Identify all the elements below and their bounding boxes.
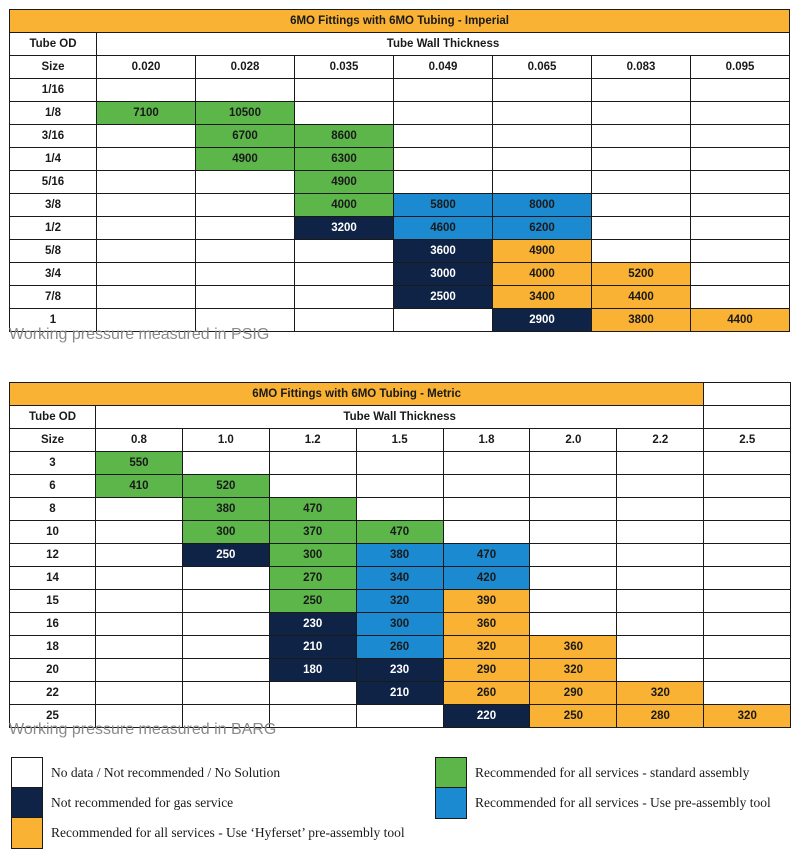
pressure-cell: 320 bbox=[530, 659, 617, 682]
legend-label: Not recommended for gas service bbox=[51, 795, 234, 810]
pressure-cell bbox=[493, 148, 592, 171]
row-size-label: 14 bbox=[10, 567, 96, 590]
pressure-cell bbox=[394, 125, 493, 148]
column-header: 0.035 bbox=[295, 56, 394, 79]
pressure-cell bbox=[356, 475, 443, 498]
pressure-cell bbox=[97, 194, 196, 217]
pressure-cell: 380 bbox=[182, 498, 269, 521]
column-header: 1.8 bbox=[443, 429, 530, 452]
imperial-pressure-table bbox=[9, 9, 790, 332]
pressure-cell: 6200 bbox=[493, 217, 592, 240]
imperial-caption: Working pressure measured in PSIG bbox=[9, 326, 270, 343]
pressure-cell bbox=[269, 682, 356, 705]
row-size-label: 3/8 bbox=[10, 194, 97, 217]
row-size-label: 1 bbox=[10, 309, 97, 332]
column-header: 2.2 bbox=[617, 429, 704, 452]
pressure-cell bbox=[691, 194, 790, 217]
pressure-cell: 380 bbox=[356, 544, 443, 567]
pressure-cell: 410 bbox=[96, 475, 183, 498]
pressure-cell bbox=[182, 682, 269, 705]
column-header: 0.028 bbox=[196, 56, 295, 79]
wall-thickness-label: Tube Wall Thickness bbox=[96, 406, 704, 429]
pressure-cell: 270 bbox=[269, 567, 356, 590]
pressure-cell bbox=[295, 79, 394, 102]
pressure-cell bbox=[691, 240, 790, 263]
pressure-cell: 8000 bbox=[493, 194, 592, 217]
pressure-cell bbox=[295, 263, 394, 286]
pressure-cell bbox=[443, 452, 530, 475]
row-size-label: 1/16 bbox=[10, 79, 97, 102]
pressure-cell bbox=[96, 498, 183, 521]
pressure-cell: 4600 bbox=[394, 217, 493, 240]
row-size-label: 18 bbox=[10, 636, 96, 659]
pressure-cell: 320 bbox=[617, 682, 704, 705]
pressure-cell bbox=[530, 452, 617, 475]
pressure-cell: 260 bbox=[443, 682, 530, 705]
pressure-cell bbox=[196, 286, 295, 309]
pressure-cell bbox=[691, 286, 790, 309]
pressure-cell bbox=[196, 171, 295, 194]
pressure-cell bbox=[182, 452, 269, 475]
legend-item-standard-assembly bbox=[435, 757, 749, 789]
imperial-table-title: 6MO Fittings with 6MO Tubing - Imperial bbox=[10, 10, 790, 33]
pressure-cell bbox=[493, 171, 592, 194]
legend-label: No data / Not recommended / No Solution bbox=[51, 765, 281, 780]
pressure-cell bbox=[269, 475, 356, 498]
pressure-cell bbox=[97, 125, 196, 148]
pressure-cell bbox=[530, 544, 617, 567]
pressure-cell bbox=[269, 705, 356, 728]
pressure-cell: 470 bbox=[269, 498, 356, 521]
pressure-cell: 290 bbox=[443, 659, 530, 682]
legend-item-not-gas bbox=[11, 787, 233, 819]
pressure-cell: 3600 bbox=[394, 240, 493, 263]
table-row bbox=[10, 102, 790, 125]
pressure-cell bbox=[592, 79, 691, 102]
pressure-cell bbox=[592, 148, 691, 171]
pressure-cell: 6300 bbox=[295, 148, 394, 171]
pressure-cell bbox=[691, 102, 790, 125]
pressure-cell bbox=[196, 240, 295, 263]
pressure-cell bbox=[196, 194, 295, 217]
column-header: 2.0 bbox=[530, 429, 617, 452]
pressure-cell bbox=[617, 452, 704, 475]
pressure-cell: 420 bbox=[443, 567, 530, 590]
table-row bbox=[10, 636, 791, 659]
pressure-cell bbox=[96, 567, 183, 590]
pressure-cell bbox=[96, 636, 183, 659]
pressure-cell: 520 bbox=[182, 475, 269, 498]
column-header: 0.083 bbox=[592, 56, 691, 79]
pressure-cell bbox=[704, 452, 791, 475]
legend-item-pre-assembly-tool bbox=[435, 787, 771, 819]
pressure-cell: 250 bbox=[269, 590, 356, 613]
pressure-cell: 230 bbox=[356, 659, 443, 682]
table-row bbox=[10, 148, 790, 171]
column-header: 1.0 bbox=[182, 429, 269, 452]
pressure-cell: 360 bbox=[530, 636, 617, 659]
pressure-cell bbox=[493, 125, 592, 148]
legend-label: Recommended for all services - Use ‘Hyferset’ pre-assembly tool bbox=[51, 825, 405, 840]
pressure-cell bbox=[530, 498, 617, 521]
pressure-cell bbox=[530, 567, 617, 590]
legend-label: Recommended for all services - Use pre-assembly tool bbox=[475, 795, 771, 810]
pressure-cell bbox=[592, 194, 691, 217]
pressure-cell bbox=[182, 613, 269, 636]
pressure-cell: 250 bbox=[182, 544, 269, 567]
pressure-cell bbox=[356, 705, 443, 728]
pressure-cell bbox=[443, 475, 530, 498]
pressure-cell: 300 bbox=[182, 521, 269, 544]
pressure-cell bbox=[530, 521, 617, 544]
table-row bbox=[10, 452, 791, 475]
pressure-cell bbox=[691, 79, 790, 102]
pressure-cell bbox=[617, 590, 704, 613]
pressure-cell bbox=[269, 452, 356, 475]
pressure-cell bbox=[530, 475, 617, 498]
column-header: 1.2 bbox=[269, 429, 356, 452]
pressure-cell: 4400 bbox=[592, 286, 691, 309]
pressure-cell bbox=[96, 544, 183, 567]
table-title-row bbox=[10, 10, 790, 33]
row-size-label: 20 bbox=[10, 659, 96, 682]
pressure-cell bbox=[617, 498, 704, 521]
pressure-cell: 300 bbox=[269, 544, 356, 567]
pressure-cell: 210 bbox=[269, 636, 356, 659]
pressure-cell: 340 bbox=[356, 567, 443, 590]
pressure-cell bbox=[493, 79, 592, 102]
legend-swatch-blue bbox=[435, 787, 467, 819]
pressure-cell bbox=[704, 613, 791, 636]
pressure-cell: 250 bbox=[530, 705, 617, 728]
pressure-cell bbox=[97, 286, 196, 309]
table-header-row bbox=[10, 33, 790, 56]
table-row bbox=[10, 171, 790, 194]
table-header-row bbox=[10, 406, 791, 429]
pressure-cell bbox=[394, 171, 493, 194]
row-size-label: 7/8 bbox=[10, 286, 97, 309]
table-row bbox=[10, 240, 790, 263]
pressure-cell bbox=[96, 590, 183, 613]
pressure-cell: 260 bbox=[356, 636, 443, 659]
row-size-label: 3/4 bbox=[10, 263, 97, 286]
table-row bbox=[10, 217, 790, 240]
pressure-cell: 210 bbox=[356, 682, 443, 705]
pressure-cell bbox=[356, 452, 443, 475]
pressure-cell: 230 bbox=[269, 613, 356, 636]
pressure-cell: 470 bbox=[443, 544, 530, 567]
pressure-cell bbox=[617, 636, 704, 659]
pressure-cell bbox=[394, 79, 493, 102]
pressure-cell: 360 bbox=[443, 613, 530, 636]
pressure-cell: 290 bbox=[530, 682, 617, 705]
table-row bbox=[10, 286, 790, 309]
pressure-cell: 6700 bbox=[196, 125, 295, 148]
column-header: 2.5 bbox=[704, 429, 791, 452]
pressure-cell bbox=[96, 521, 183, 544]
pressure-cell bbox=[182, 636, 269, 659]
pressure-cell: 4900 bbox=[196, 148, 295, 171]
legend-swatch-white bbox=[11, 757, 43, 789]
row-size-label: 3/16 bbox=[10, 125, 97, 148]
pressure-cell: 550 bbox=[96, 452, 183, 475]
row-size-label: 5/16 bbox=[10, 171, 97, 194]
pressure-cell: 390 bbox=[443, 590, 530, 613]
wall-thickness-label: Tube Wall Thickness bbox=[97, 33, 790, 56]
pressure-cell bbox=[617, 613, 704, 636]
pressure-cell bbox=[295, 240, 394, 263]
pressure-cell: 3800 bbox=[592, 309, 691, 332]
pressure-cell bbox=[592, 125, 691, 148]
tube-od-label: Tube OD bbox=[10, 33, 97, 56]
pressure-cell bbox=[196, 263, 295, 286]
pressure-cell: 8600 bbox=[295, 125, 394, 148]
pressure-cell: 10500 bbox=[196, 102, 295, 125]
pressure-cell: 220 bbox=[443, 705, 530, 728]
metric-caption: Working pressure measured in BARG bbox=[9, 721, 277, 738]
pressure-cell bbox=[704, 567, 791, 590]
pressure-cell: 320 bbox=[443, 636, 530, 659]
row-size-label: 16 bbox=[10, 613, 96, 636]
pressure-cell bbox=[691, 171, 790, 194]
table-row bbox=[10, 498, 791, 521]
legend-swatch-navy bbox=[11, 787, 43, 819]
pressure-cell: 2500 bbox=[394, 286, 493, 309]
column-header-row bbox=[10, 429, 791, 452]
row-size-label: 22 bbox=[10, 682, 96, 705]
pressure-cell bbox=[97, 263, 196, 286]
pressure-cell bbox=[530, 613, 617, 636]
table-row bbox=[10, 521, 791, 544]
column-header: 0.8 bbox=[96, 429, 183, 452]
table-row bbox=[10, 613, 791, 636]
pressure-cell: 300 bbox=[356, 613, 443, 636]
tube-od-label: Tube OD bbox=[10, 406, 96, 429]
pressure-cell bbox=[97, 240, 196, 263]
column-header: 0.065 bbox=[493, 56, 592, 79]
pressure-cell: 4000 bbox=[295, 194, 394, 217]
pressure-cell bbox=[97, 217, 196, 240]
pressure-cell bbox=[617, 521, 704, 544]
row-size-label: 1/4 bbox=[10, 148, 97, 171]
table-row bbox=[10, 682, 791, 705]
pressure-cell bbox=[592, 217, 691, 240]
legend-swatch-green bbox=[435, 757, 467, 789]
pressure-cell bbox=[394, 309, 493, 332]
row-size-label: 10 bbox=[10, 521, 96, 544]
table-title-row bbox=[10, 383, 791, 406]
row-size-label: 5/8 bbox=[10, 240, 97, 263]
pressure-cell: 320 bbox=[356, 590, 443, 613]
pressure-cell bbox=[493, 102, 592, 125]
pressure-cell: 3000 bbox=[394, 263, 493, 286]
table-row bbox=[10, 79, 790, 102]
column-header: 0.020 bbox=[97, 56, 196, 79]
pressure-cell bbox=[704, 659, 791, 682]
table-row bbox=[10, 659, 791, 682]
pressure-cell bbox=[295, 286, 394, 309]
pressure-cell bbox=[691, 125, 790, 148]
legend-item-hyferset-tool bbox=[11, 817, 405, 849]
pressure-cell bbox=[182, 567, 269, 590]
pressure-cell bbox=[394, 148, 493, 171]
pressure-cell bbox=[704, 521, 791, 544]
pressure-cell bbox=[182, 659, 269, 682]
pressure-cell bbox=[97, 148, 196, 171]
pressure-cell: 370 bbox=[269, 521, 356, 544]
pressure-cell bbox=[704, 636, 791, 659]
pressure-cell bbox=[617, 659, 704, 682]
pressure-cell bbox=[97, 79, 196, 102]
table-row bbox=[10, 263, 790, 286]
pressure-cell bbox=[704, 590, 791, 613]
table-row bbox=[10, 125, 790, 148]
pressure-cell bbox=[530, 590, 617, 613]
column-header: 0.095 bbox=[691, 56, 790, 79]
pressure-cell: 280 bbox=[617, 705, 704, 728]
row-size-label: 25 bbox=[10, 705, 96, 728]
pressure-cell bbox=[443, 498, 530, 521]
header-blank-cell bbox=[704, 406, 791, 429]
pressure-cell bbox=[704, 475, 791, 498]
pressure-cell bbox=[356, 498, 443, 521]
pressure-cell bbox=[617, 567, 704, 590]
pressure-cell: 320 bbox=[704, 705, 791, 728]
legend-swatch-orange bbox=[11, 817, 43, 849]
table-row bbox=[10, 475, 791, 498]
pressure-cell: 470 bbox=[356, 521, 443, 544]
pressure-cell bbox=[394, 102, 493, 125]
table-row bbox=[10, 194, 790, 217]
row-size-label: 3 bbox=[10, 452, 96, 475]
pressure-cell bbox=[196, 79, 295, 102]
pressure-cell: 5200 bbox=[592, 263, 691, 286]
pressure-cell bbox=[295, 309, 394, 332]
pressure-cell bbox=[691, 263, 790, 286]
row-size-label: 8 bbox=[10, 498, 96, 521]
pressure-cell: 7100 bbox=[97, 102, 196, 125]
title-blank-cell bbox=[704, 383, 791, 406]
pressure-cell bbox=[592, 240, 691, 263]
size-label: Size bbox=[10, 56, 97, 79]
pressure-cell: 180 bbox=[269, 659, 356, 682]
column-header: 0.049 bbox=[394, 56, 493, 79]
row-size-label: 15 bbox=[10, 590, 96, 613]
legend-label: Recommended for all services - standard assembly bbox=[475, 765, 750, 780]
column-header: 1.5 bbox=[356, 429, 443, 452]
pressure-cell bbox=[592, 171, 691, 194]
pressure-cell bbox=[196, 217, 295, 240]
pressure-cell bbox=[96, 613, 183, 636]
metric-pressure-table bbox=[9, 382, 791, 728]
pressure-cell: 4400 bbox=[691, 309, 790, 332]
metric-table-title: 6MO Fittings with 6MO Tubing - Metric bbox=[10, 383, 704, 406]
pressure-cell bbox=[96, 659, 183, 682]
table-row bbox=[10, 544, 791, 567]
pressure-cell bbox=[97, 171, 196, 194]
pressure-cell bbox=[295, 102, 394, 125]
pressure-cell bbox=[617, 475, 704, 498]
pressure-cell: 3200 bbox=[295, 217, 394, 240]
row-size-label: 1/8 bbox=[10, 102, 97, 125]
pressure-cell: 2900 bbox=[493, 309, 592, 332]
pressure-cell: 4900 bbox=[295, 171, 394, 194]
pressure-cell: 3400 bbox=[493, 286, 592, 309]
pressure-cell bbox=[96, 682, 183, 705]
pressure-cell: 4900 bbox=[493, 240, 592, 263]
pressure-cell bbox=[592, 102, 691, 125]
pressure-cell bbox=[182, 590, 269, 613]
pressure-cell bbox=[704, 682, 791, 705]
table-row bbox=[10, 567, 791, 590]
row-size-label: 12 bbox=[10, 544, 96, 567]
pressure-cell bbox=[704, 498, 791, 521]
pressure-cell: 4000 bbox=[493, 263, 592, 286]
pressure-cell bbox=[443, 521, 530, 544]
pressure-cell: 5800 bbox=[394, 194, 493, 217]
legend-item-no-data bbox=[11, 757, 280, 789]
row-size-label: 6 bbox=[10, 475, 96, 498]
table-row bbox=[10, 590, 791, 613]
pressure-cell bbox=[691, 148, 790, 171]
pressure-cell bbox=[617, 544, 704, 567]
pressure-cell bbox=[691, 217, 790, 240]
column-header-row bbox=[10, 56, 790, 79]
row-size-label: 1/2 bbox=[10, 217, 97, 240]
pressure-cell bbox=[704, 544, 791, 567]
size-label: Size bbox=[10, 429, 96, 452]
